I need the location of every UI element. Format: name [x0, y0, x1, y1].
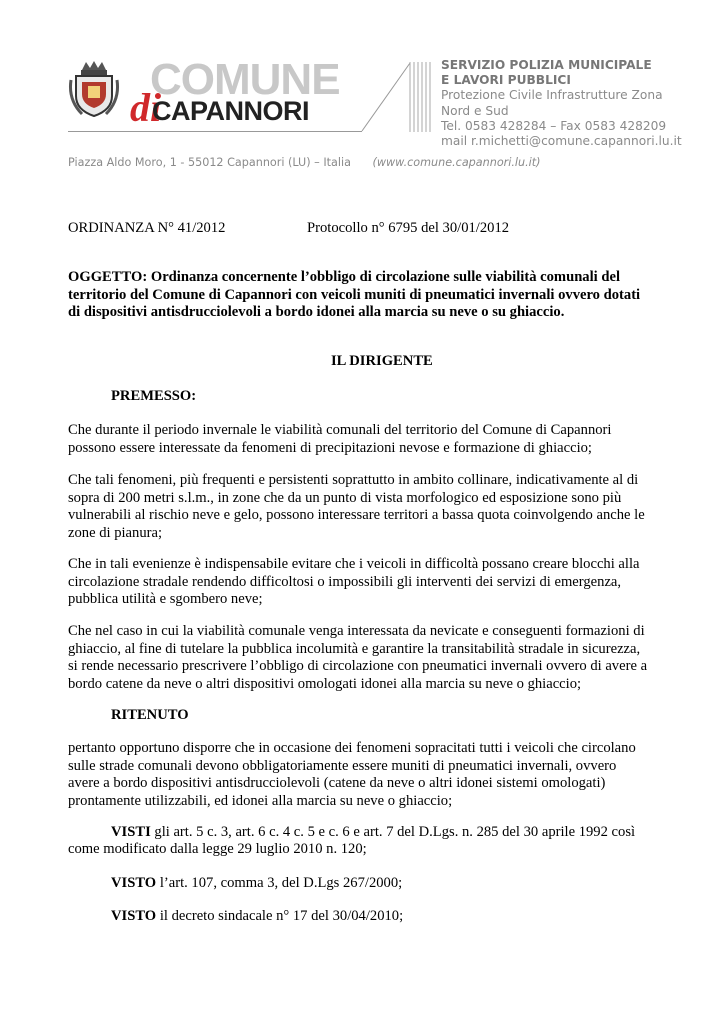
- header-vertical-bars: [408, 62, 434, 132]
- paragraph-4: [68, 623, 647, 693]
- text-line: bordo catene da neve o altri dispositivi omologati idonei alla marcia su neve o ghiaccio;: [68, 675, 582, 692]
- text-line: circolazione stradale rendendo difficoltosi o impossibili gli interventi dei servizi di emergenza,: [68, 573, 622, 590]
- oggetto-line: OGGETTO: Ordinanza concernente l’obbligo di circolazione sulle viabilità comunali del: [68, 269, 621, 285]
- visto-line-2: [111, 908, 403, 926]
- address-text: Piazza Aldo Moro, 1 - 55012 Capannori (LU) – Italia: [68, 156, 351, 169]
- text-line: Che durante il periodo invernale le viabilità comunali del territorio del Comune di Capannori: [68, 422, 612, 438]
- logo-capannori-text: CAPANNORI: [152, 96, 309, 126]
- municipal-crest-icon: [68, 60, 120, 120]
- text-line: sopra di 200 metri s.l.m., in zone che da un punto di vista morfologico ed esposizione sono più: [68, 489, 622, 506]
- text-line: vulnerabili al rischio neve e gelo, possono interessare territori a bassa quota coinvolgendo anche le: [68, 507, 645, 524]
- paragraph-2: [68, 472, 645, 542]
- visto-label: VISTO: [111, 908, 157, 924]
- oggetto-line: di dispositivi antisdrucciolevoli a bordo idonei alla marcia su neve o su ghiaccio.: [68, 304, 565, 321]
- visto-label: VISTO: [111, 875, 157, 891]
- website-link[interactable]: (www.comune.capannori.lu.it): [372, 156, 541, 169]
- text-line: Che tali fenomeni, più frequenti e persistenti soprattutto in ambito collinare, indicativamente al di: [68, 472, 639, 488]
- protocollo-number: Protocollo n° 6795 del 30/01/2012: [307, 220, 510, 236]
- text-line: zone di pianura;: [68, 524, 163, 541]
- office-phone: Tel. 0583 428284 – Fax 0583 428209: [441, 118, 667, 133]
- visti-text: gli art. 5 c. 3, art. 6 c. 4 c. 5 e c. 6 e art. 7 del D.Lgs. n. 285 del 30 aprile 1992 così: [150, 824, 636, 840]
- office-line: Protezione Civile Infrastrutture Zona: [441, 88, 663, 103]
- text-line: pubblica utilità e sgombero neve;: [68, 591, 263, 608]
- text-line: si rende necessario prescrivere l’obbligo di circolazione con pneumatici invernali ovvero di avere a: [68, 658, 648, 675]
- comune-capannori-logo: [130, 55, 340, 130]
- dirigente-heading: IL DIRIGENTE: [331, 353, 433, 369]
- text-line: ghiaccio, al fine di tutelare la pubblica incolumità e garantire la transitabilità stradale in sicurezza,: [68, 640, 641, 657]
- visto-text: il decreto sindacale n° 17 del 30/04/2010;: [156, 908, 404, 924]
- office-line: Nord e Sud: [441, 103, 509, 118]
- text-line: possono essere interessate da fenomeni di precipitazioni nevose e formazione di ghiaccio;: [68, 439, 592, 456]
- logo-comune-text: COMUNE: [150, 55, 340, 104]
- paragraph-1: [68, 422, 611, 457]
- header-diagonal-line: [356, 62, 416, 132]
- text-line: Che in tali evenienze è indispensabile evitare che i veicoli in difficoltà possano creare blocchi alla: [68, 556, 640, 572]
- premesso-heading: PREMESSO:: [111, 388, 197, 404]
- paragraph-3: [68, 556, 640, 609]
- text-line: avere a bordo dispositivi antisdrucciolevoli (catene da neve o altri idonei sistemi omologati): [68, 775, 606, 792]
- oggetto-block: [68, 269, 656, 322]
- text-line: pertanto opportuno disporre che in occasione dei fenomeni sopracitati tutti i veicoli che circolano: [68, 740, 636, 756]
- text-line: prontamente utilizzabili, ed idonei alla marcia su neve o ghiaccio;: [68, 792, 453, 809]
- office-email: mail r.michetti@comune.capannori.lu.it: [441, 134, 682, 149]
- ritenuto-heading: RITENUTO: [111, 707, 189, 723]
- visto-text: l’art. 107, comma 3, del D.Lgs 267/2000;: [156, 875, 403, 891]
- office-line: E LAVORI PUBBLICI: [441, 73, 571, 88]
- address-line: [68, 156, 541, 169]
- visto-line-1: [111, 875, 402, 893]
- header-divider: [68, 131, 362, 132]
- logo-di-text: di: [130, 85, 162, 130]
- office-line: SERVIZIO POLIZIA MUNICIPALE: [441, 58, 652, 72]
- visti-line-1: [111, 824, 635, 842]
- paragraph-5: [68, 740, 636, 810]
- visti-label: VISTI: [111, 824, 151, 840]
- ordinanza-number: ORDINANZA N° 41/2012: [68, 220, 226, 236]
- text-line: Che nel caso in cui la viabilità comunale venga interessata da nevicate e conseguenti formazioni di: [68, 623, 645, 639]
- office-info: [441, 58, 682, 149]
- oggetto-line: territorio del Comune di Capannori con veicoli muniti di pneumatici invernali ovvero dotati: [68, 286, 641, 303]
- visti-line-2: come modificato dalla legge 29 luglio 2010 n. 120;: [68, 841, 367, 857]
- text-line: sulle strade comunali devono obbligatoriamente essere muniti di pneumatici invernali, ovvero: [68, 757, 617, 774]
